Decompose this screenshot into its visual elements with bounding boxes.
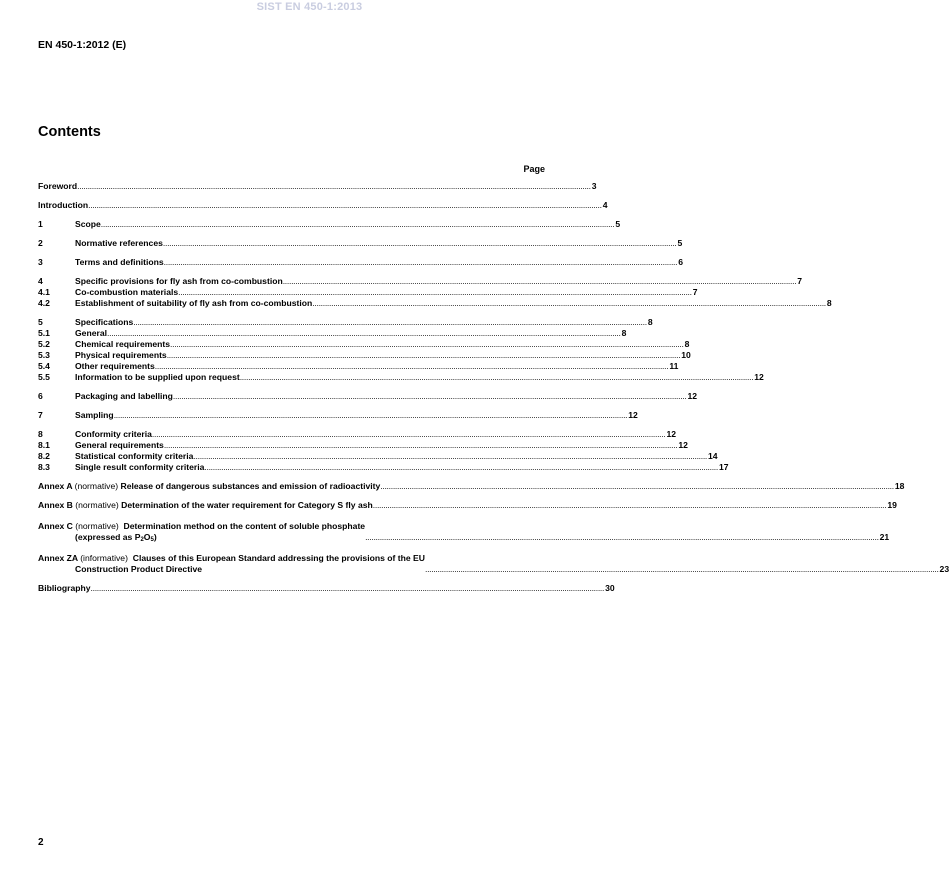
toc-entry-number: 4.1 [38, 287, 50, 297]
toc-entry-page: 8 [647, 317, 653, 327]
toc-entry-text: Packaging and labelling [75, 391, 173, 401]
dot-leader [425, 564, 939, 575]
toc-entry-number: 8 [38, 429, 43, 439]
toc-entry-text: General requirements [75, 440, 164, 450]
toc-annex-b[interactable] [38, 500, 897, 511]
toc-entry-5-2[interactable] [38, 339, 690, 350]
toc-entry-5-3[interactable] [38, 350, 691, 361]
toc-entry-number: 7 [38, 410, 43, 420]
toc-entry-text: Establishment of suitability of fly ash from co-combustion [75, 298, 313, 308]
subscript: 5 [150, 537, 154, 543]
toc-entry-number: 6 [38, 391, 43, 401]
toc-entry-text: Scope [75, 219, 101, 229]
toc-entry-4-1[interactable] [38, 287, 698, 298]
annex-label: Annex A [38, 481, 73, 491]
dot-leader [240, 372, 754, 383]
toc-entry-text: Chemical requirements [75, 339, 171, 349]
dot-leader [114, 410, 628, 421]
dot-leader [380, 481, 894, 492]
dot-leader [155, 361, 669, 372]
toc-entry-text: Bibliography [38, 583, 91, 593]
toc-annex-a[interactable] [38, 481, 905, 492]
toc-entry-text: Introduction [38, 200, 89, 210]
dot-leader [133, 317, 647, 328]
dot-leader [170, 339, 684, 350]
toc-entry-number: 8.1 [38, 440, 50, 450]
toc-entry-page: 21 [879, 532, 890, 542]
toc-entry-page: 18 [894, 481, 905, 491]
toc-entry-bibliography[interactable] [38, 583, 615, 594]
annex-kind: (normative) [75, 521, 119, 531]
toc-annex-c[interactable] [38, 519, 890, 543]
toc-entry-number: 5.2 [38, 339, 50, 349]
toc-entry-number: 4 [38, 276, 43, 286]
toc-annex-za[interactable] [38, 551, 949, 575]
dot-leader [152, 429, 666, 440]
subscript: 2 [140, 537, 144, 543]
toc-entry-page: 17 [718, 462, 729, 472]
page-column-label: Page [523, 164, 545, 174]
watermark: SIST EN 450-1:2013 [256, 1, 363, 13]
toc-entry-text [38, 500, 373, 511]
toc-entry-page: 3 [591, 181, 597, 191]
toc-entry-page: 12 [666, 429, 677, 439]
toc-entry-text: Co-combustion materials [75, 287, 179, 297]
dot-leader [193, 451, 707, 462]
dot-leader [312, 298, 826, 309]
toc-entry-page: 30 [605, 583, 615, 593]
toc-entry-3[interactable] [38, 257, 683, 268]
toc-entry-5-4[interactable] [38, 361, 679, 372]
toc-entry-text: Information to be supplied upon request [75, 372, 240, 382]
annex-title: Clauses of this European Standard addressing the provisions of the EU [132, 553, 425, 563]
toc-entry-text: General [75, 328, 108, 338]
toc-entry-number: 8.3 [38, 462, 50, 472]
annex-title-line2: O [143, 532, 151, 542]
toc-entry-text: Other requirements [75, 361, 155, 371]
toc-entry-text: Physical requirements [75, 350, 167, 360]
toc-entry-text: Specific provisions for fly ash from co-combustion [75, 276, 283, 286]
annex-label: Annex C [38, 521, 73, 531]
dot-leader [163, 238, 677, 249]
dot-leader [164, 257, 678, 268]
toc-entry-number: 2 [38, 238, 43, 248]
dot-leader [283, 276, 797, 287]
toc-entry-page: 8 [684, 339, 690, 349]
toc-entry-text: Single result conformity criteria [75, 462, 205, 472]
toc-entry-text [38, 521, 365, 543]
toc-entry-page: 12 [628, 410, 638, 420]
toc-entry-page: 8 [621, 328, 627, 338]
toc-entry-4[interactable] [38, 276, 803, 287]
annex-kind: (normative) [74, 481, 119, 491]
annex-title-line2: Construction Product Directive [75, 564, 203, 574]
page-number: 2 [38, 837, 44, 848]
toc-entry-page: 4 [602, 200, 608, 210]
dot-leader [373, 500, 887, 511]
toc-entry-5-1[interactable] [38, 328, 627, 339]
annex-label: Annex B [38, 500, 73, 510]
toc-entry-page: 8 [826, 298, 832, 308]
toc-entry-8-2[interactable] [38, 451, 718, 462]
dot-leader [77, 181, 591, 192]
toc-entry-text: Foreword [38, 181, 78, 191]
dot-leader [164, 440, 678, 451]
page-title: Contents [38, 124, 101, 140]
toc-entry-number: 5.4 [38, 361, 50, 371]
toc-entry-page: 5 [677, 238, 683, 248]
toc-entry-7[interactable] [38, 410, 638, 421]
toc-entry-text [38, 553, 425, 575]
toc-entry-2[interactable] [38, 238, 683, 249]
annex-title: Release of dangerous substances and emission of radioactivity [120, 481, 381, 491]
dot-leader [204, 462, 718, 473]
dot-leader [365, 532, 879, 543]
toc-entry-text: Sampling [75, 410, 114, 420]
toc-entry-number: 5.5 [38, 372, 50, 382]
annex-kind: (informative) [80, 553, 128, 563]
toc-entry-page: 12 [754, 372, 764, 382]
toc-entry-number: 5 [38, 317, 43, 327]
toc-entry-number: 1 [38, 219, 43, 229]
annex-title-line2: ) [153, 532, 157, 542]
toc-entry-number: 8.2 [38, 451, 50, 461]
toc-entry-8[interactable] [38, 429, 677, 440]
toc-entry-page: 5 [615, 219, 621, 229]
toc-entry-8-1[interactable] [38, 440, 688, 451]
toc-entry-6[interactable] [38, 391, 698, 402]
dot-leader [88, 200, 602, 211]
toc-entry-5[interactable] [38, 317, 653, 328]
dot-leader [178, 287, 692, 298]
toc-entry-page: 10 [681, 350, 691, 360]
annex-title: Determination method on the content of soluble phosphate [123, 521, 366, 531]
dot-leader [173, 391, 687, 402]
dot-leader [91, 583, 605, 594]
annex-kind: (normative) [75, 500, 119, 510]
toc-entry-foreword[interactable] [38, 181, 597, 192]
toc-entry-1[interactable] [38, 219, 621, 230]
toc-entry-text: Normative references [75, 238, 163, 248]
document-id: EN 450-1:2012 (E) [38, 39, 127, 51]
table-of-contents [38, 181, 949, 594]
toc-entry-page: 7 [797, 276, 803, 286]
toc-entry-text: Statistical conformity criteria [75, 451, 194, 461]
toc-entry-number: 5.3 [38, 350, 50, 360]
dot-leader [101, 219, 615, 230]
toc-entry-number: 5.1 [38, 328, 50, 338]
annex-label: Annex ZA [38, 553, 78, 563]
toc-entry-text [38, 481, 380, 492]
toc-entry-4-2[interactable] [38, 298, 832, 309]
annex-title-line2: (expressed as P [75, 532, 141, 542]
toc-entry-8-3[interactable] [38, 462, 729, 473]
toc-entry-text: Terms and definitions [75, 257, 164, 267]
toc-entry-page: 6 [678, 257, 683, 267]
annex-title: Determination of the water requirement for Category S fly ash [121, 500, 373, 510]
toc-entry-page: 19 [887, 500, 897, 510]
dot-leader [107, 328, 621, 339]
toc-entry-page: 12 [687, 391, 698, 401]
toc-entry-page: 11 [669, 361, 679, 371]
toc-entry-text: Specifications [75, 317, 134, 327]
toc-entry-page: 7 [692, 287, 698, 297]
toc-entry-number: 4.2 [38, 298, 50, 308]
toc-entry-introduction[interactable] [38, 200, 608, 211]
toc-entry-page: 12 [678, 440, 688, 450]
toc-entry-number: 3 [38, 257, 43, 267]
toc-entry-page: 23 [939, 564, 949, 574]
toc-entry-text: Conformity criteria [75, 429, 152, 439]
toc-entry-page: 14 [708, 451, 718, 461]
dot-leader [167, 350, 681, 361]
toc-entry-5-5[interactable] [38, 372, 764, 383]
